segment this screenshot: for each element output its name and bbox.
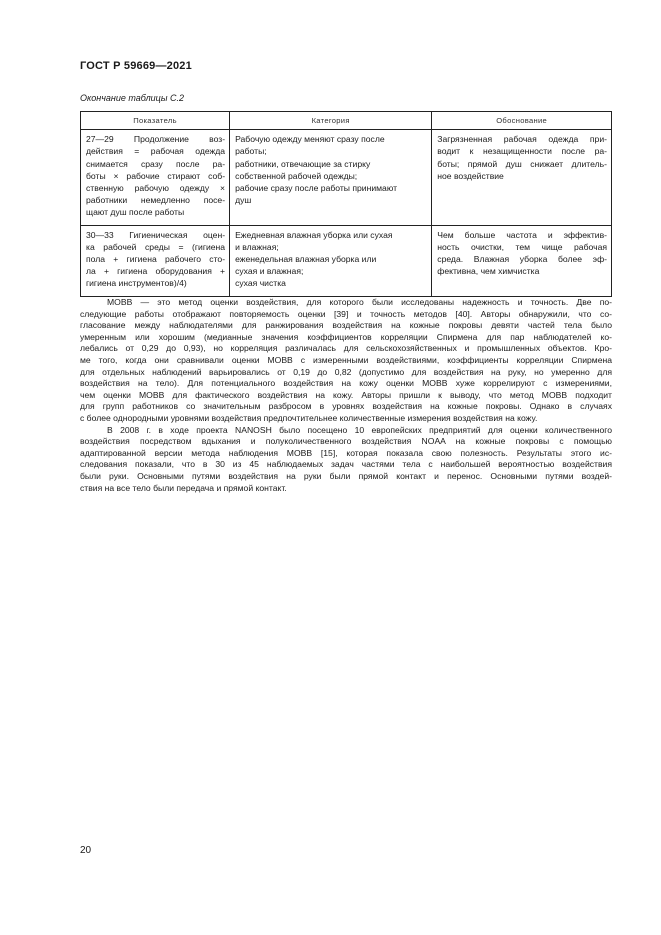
paragraph-line: с более однородными уровнями воздействия предпочтительнее количественные измерения воздействия на кожу. (80, 412, 538, 423)
page-number: 20 (80, 845, 92, 856)
category-cell (230, 130, 432, 225)
paragraph-line: воздействия посредством вдыхания и полуколичественного воздействия NOAA на кожные покровы с помощью (80, 436, 612, 447)
paragraph-line: ствия на все тело были передача и прямой контакт. (80, 482, 287, 493)
cell-text-line: водит к незащищенности после ра- (437, 146, 607, 157)
table-row (81, 130, 612, 225)
paragraph-line: следования показали, что в 30 из 45 наблюдаемых задач частями тела с наибольшей вероятностью воздействия (80, 459, 612, 470)
category-cell (230, 225, 432, 296)
cell-text-line: Ежедневная влажная уборка или сухая (235, 229, 393, 240)
cell-text-line: боты × рабочие стирают соб- (86, 170, 226, 181)
cell-text-line: душ (235, 195, 252, 206)
cell-text-line: ность очистки, тем чище рабочая (437, 241, 607, 252)
cell-text-line: рабочие сразу после работы принимают (235, 183, 398, 194)
cell-text-line: 30—33 Гигиеническая оцен- (86, 229, 226, 240)
cell-text-line: Рабочую одежду меняют сразу после (235, 134, 385, 145)
rationale-cell (432, 130, 612, 225)
document-code-header: ГОСТ Р 59669—2021 (80, 60, 192, 72)
cell-text-line: работы; (235, 146, 267, 157)
indicator-cell (81, 130, 230, 225)
paragraph-line: ме того, когда они сравнивали оценки МОВВ с измеренными воздействиями, коэффициенты корреляции Спирмена (80, 354, 612, 365)
paragraph-line: для групп работников со значительным разбросом в уровнях воздействия на кожные покровы. Однако в случаях (80, 401, 612, 412)
paragraph-line: чем оценки МОВВ для фактического воздействия на кожу. Авторы пришли к выводу, что метод МОВВ подходит (80, 389, 612, 400)
cell-text-line: ственную рабочую одежду × (86, 183, 226, 194)
cell-text-line: боты; прямой душ снижает длитель- (437, 158, 607, 169)
paragraph-line: гласование между наблюдателями для ранжирования воздействия на кожные покровы девяти частей тела было (80, 320, 612, 331)
cell-text-line: собственной рабочей одежды; (235, 170, 358, 181)
cell-text-line: ка рабочей среды = (гигиена (86, 241, 226, 252)
paragraph-line: умеренным или хорошим (медианные значения коэффициентов корреляции Спирмена для пар наблюдателей ко- (80, 331, 612, 342)
cell-text-line: сухая чистка (235, 278, 286, 289)
paragraph-line: следующие работы отображают повторяемость оценки [39] и точность методов [40]. Авторы обнаружили, что со- (80, 308, 612, 319)
table-caption: Окончание таблицы С.2 (80, 93, 184, 103)
cell-text-line: ла + гигиена оборудования + (86, 266, 226, 277)
paragraph-line: лебались от 0,29 до 0,93), но корреляция различалась для сельскохозяйственных и промышленных объектов. Кро- (80, 343, 612, 354)
cell-text-line: и влажная; (235, 241, 279, 252)
cell-text-line: работники, отвечающие за стирку (235, 158, 371, 169)
data-table (80, 111, 612, 297)
cell-text-line: Чем больше частота и эффектив- (437, 229, 607, 240)
cell-text-line: 27—29 Продолжение воз- (86, 134, 226, 145)
cell-text-line: пола + гигиена рабочего сто- (86, 254, 226, 265)
paragraph-line: были руки. Основными путями воздействия на руки были прямой контакт и перенос. Основными путями воздей- (80, 470, 612, 481)
cell-text-line: снимается сразу после ра- (86, 158, 226, 169)
column-header-indicator: Показатель (81, 112, 230, 130)
cell-text-line: действия = рабочая одежда (86, 146, 226, 157)
paragraph-line: воздействия на тело). Для потенциального воздействия на кожу оценки МОВВ хуже коррелируют с измерениями, (80, 378, 612, 389)
column-header-category: Категория (230, 112, 432, 130)
paragraph-line: для отдельных наблюдений варьировались от 0,19 до 0,82 (допустимо для воздействия на руку, но умеренно для (80, 366, 612, 377)
column-header-rationale: Обоснование (432, 112, 612, 130)
paragraph (80, 297, 612, 425)
cell-text-line: еженедельная влажная уборка или (235, 254, 377, 265)
cell-text-line: ное воздействие (437, 170, 504, 181)
rationale-cell (432, 225, 612, 296)
paragraph-line: В 2008 г. в ходе проекта NANOSH было посещено 10 европейских предприятий для оценки количественного (107, 424, 612, 435)
paragraph-line: МОВВ — это метод оценки воздействия, для которого были исследованы надежность и точность. Две по- (107, 297, 612, 307)
table-header-row (81, 112, 612, 130)
cell-text-line: сухая и влажная; (235, 266, 304, 277)
cell-text-line: фективна, чем химчистка (437, 266, 540, 277)
cell-text-line: Загрязненная рабочая одежда при- (437, 134, 607, 145)
table-row (81, 225, 612, 296)
indicator-cell (81, 225, 230, 296)
paragraph (80, 425, 612, 495)
cell-text-line: работники немедленно посе- (86, 195, 226, 206)
body-text (80, 297, 612, 494)
cell-text-line: гигиена инструментов)/4) (86, 278, 187, 289)
cell-text-line: среда. Влажная уборка более эф- (437, 254, 607, 265)
cell-text-line: щают душ после работы (86, 207, 185, 218)
paragraph-line: адаптированной версии метода наблюдения МОВВ [15], которая показала свою полезность. Результаты этого ис- (80, 447, 612, 458)
